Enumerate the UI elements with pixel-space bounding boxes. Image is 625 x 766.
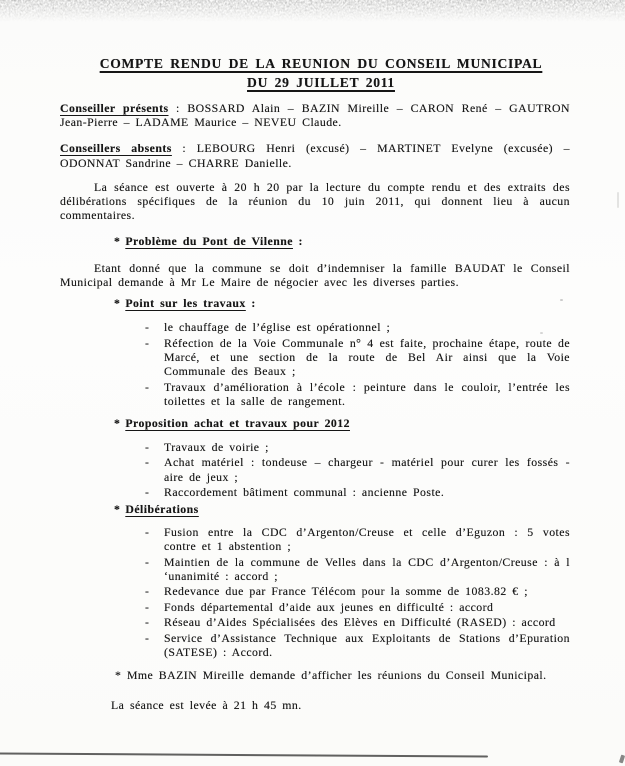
- list-item: [60, 525, 570, 554]
- list-item: [60, 615, 570, 629]
- scan-corner-mark: [619, 755, 625, 764]
- dash-bullet: -: [145, 455, 150, 470]
- page-edge-scan-line: [0, 752, 488, 757]
- asterisk-marker: *: [114, 415, 121, 430]
- dash-bullet: -: [145, 335, 150, 350]
- closing-paragraph: La séance est levée à 21 h 45 mn.: [111, 697, 302, 712]
- list-item: [60, 555, 570, 584]
- document-content: [60, 0, 570, 712]
- asterisk-marker: *: [114, 234, 121, 249]
- section-heading-travaux: [114, 296, 570, 310]
- list-item-text: Redevance due par France Télécom pour la somme de 1083.82 € ;: [164, 584, 528, 599]
- dash-bullet: -: [145, 379, 150, 394]
- list-item: [60, 336, 570, 379]
- list-item-text: Maintien de la commune de Velles dans la CDC d’Argenton/Creuse : à l ‘unanimité : accord ;: [164, 554, 570, 583]
- list-item-text: Achat matériel : tondeuse – chargeur - matériel pour curer les fossés - aire de jeux ;: [164, 455, 570, 484]
- list-item-text: Réfection de la Voie Communale n° 4 est faite, prochaine étape, route de Marcé, et une section de la route de Bel Air ainsi que la Voie Communale des Beaux ;: [164, 335, 570, 379]
- councillors-present-paragraph: [60, 101, 570, 129]
- list-item: [60, 485, 570, 499]
- list-item-text: Fonds départemental d’aide aux jeunes en difficulté : accord: [164, 599, 494, 614]
- absent-label: Conseillers absents: [60, 141, 172, 156]
- document-title: [72, 54, 570, 92]
- asterisk-marker: *: [114, 501, 121, 516]
- list-item: [60, 600, 570, 614]
- list-item-text: Réseau d’Aides Spécialisées des Elèves en Difficulté (RASED) : accord: [164, 615, 556, 630]
- bazin-note-paragraph: * Mme BAZIN Mireille demande d’afficher les réunions du Conseil Municipal.: [115, 668, 547, 683]
- heading-text: Point sur les travaux: [125, 296, 246, 311]
- heading-text: Proposition achat et travaux pour 2012: [125, 415, 350, 430]
- asterisk-marker: *: [114, 296, 121, 311]
- list-item: [60, 455, 570, 484]
- present-label: Conseiller présents: [60, 101, 169, 115]
- list-item-text: Service d’Assistance Technique aux Exploitants de Stations d’Epuration (SATESE) : Accord.: [164, 630, 570, 659]
- heading-text: Problème du Pont de Vilenne: [125, 234, 293, 249]
- dash-bullet: -: [145, 584, 150, 599]
- opening-paragraph: La séance est ouverte à 20 h 20 par la lecture du compte rendu et des extraits des délibérations spécifiques de la réunion du 10 juin 2011, qui donnent lieu à aucun commentaires.: [60, 179, 570, 223]
- dash-bullet: -: [145, 485, 150, 500]
- councillors-absent-paragraph: [60, 141, 570, 169]
- title-line-2: DU 29 JUILLET 2011: [247, 75, 395, 90]
- heading-suffix: :: [245, 296, 256, 311]
- section-heading-deliberations: [114, 502, 570, 516]
- dash-bullet: -: [145, 599, 150, 614]
- section-heading-proposition-2012: [114, 416, 570, 430]
- dash-bullet: -: [145, 320, 150, 335]
- travaux-list: [60, 320, 570, 408]
- list-item: [60, 631, 570, 660]
- pont-de-vilenne-paragraph: Etant donné que la commune se doit d’indemniser la famille BAUDAT le Conseil Municipal demande à Mr Le Maire de négocier avec les diverses parties.: [60, 260, 570, 289]
- present-names: : BOSSARD Alain – BAZIN Mireille – CARON René – GAUTRON Jean-Pierre – LADAME Maurice – NEVEU Claude.: [60, 101, 570, 130]
- dash-bullet: -: [145, 524, 150, 539]
- list-item: [60, 380, 570, 409]
- scan-speck: [540, 332, 543, 334]
- deliberations-list: [60, 525, 570, 660]
- dash-bullet: -: [145, 615, 150, 630]
- scan-speck: [617, 192, 619, 208]
- dash-bullet: -: [145, 439, 150, 454]
- list-item-text: Travaux d’amélioration à l’école : peinture dans le couloir, l’entrée les toilettes et la salle de rangement.: [164, 379, 570, 409]
- absent-names: : LEBOURG Henri (excusé) – MARTINET Evelyne (excusée) – ODONNAT Sandrine – CHARRE Danielle.: [60, 141, 570, 170]
- scan-speck: [560, 299, 563, 301]
- list-item: [60, 584, 570, 598]
- list-item-text: Raccordement bâtiment communal : ancienne Poste.: [164, 485, 445, 500]
- list-item: [60, 320, 570, 334]
- list-item-text: Travaux de voirie ;: [164, 439, 269, 454]
- dash-bullet: -: [145, 630, 150, 645]
- list-item-text: le chauffage de l’église est opérationnel ;: [164, 320, 391, 335]
- section-heading-pont-de-vilenne: [114, 234, 570, 248]
- list-item-text: Fusion entre la CDC d’Argenton/Creuse et celle d’Eguzon : 5 votes contre et 1 abstention ;: [164, 524, 570, 554]
- dash-bullet: -: [145, 554, 150, 569]
- title-line-1: COMPTE RENDU DE LA REUNION DU CONSEIL MUNICIPAL: [99, 56, 543, 71]
- list-item: [60, 440, 570, 454]
- proposition-list: [60, 440, 570, 500]
- heading-suffix: :: [292, 234, 303, 249]
- heading-text: Délibérations: [125, 501, 199, 516]
